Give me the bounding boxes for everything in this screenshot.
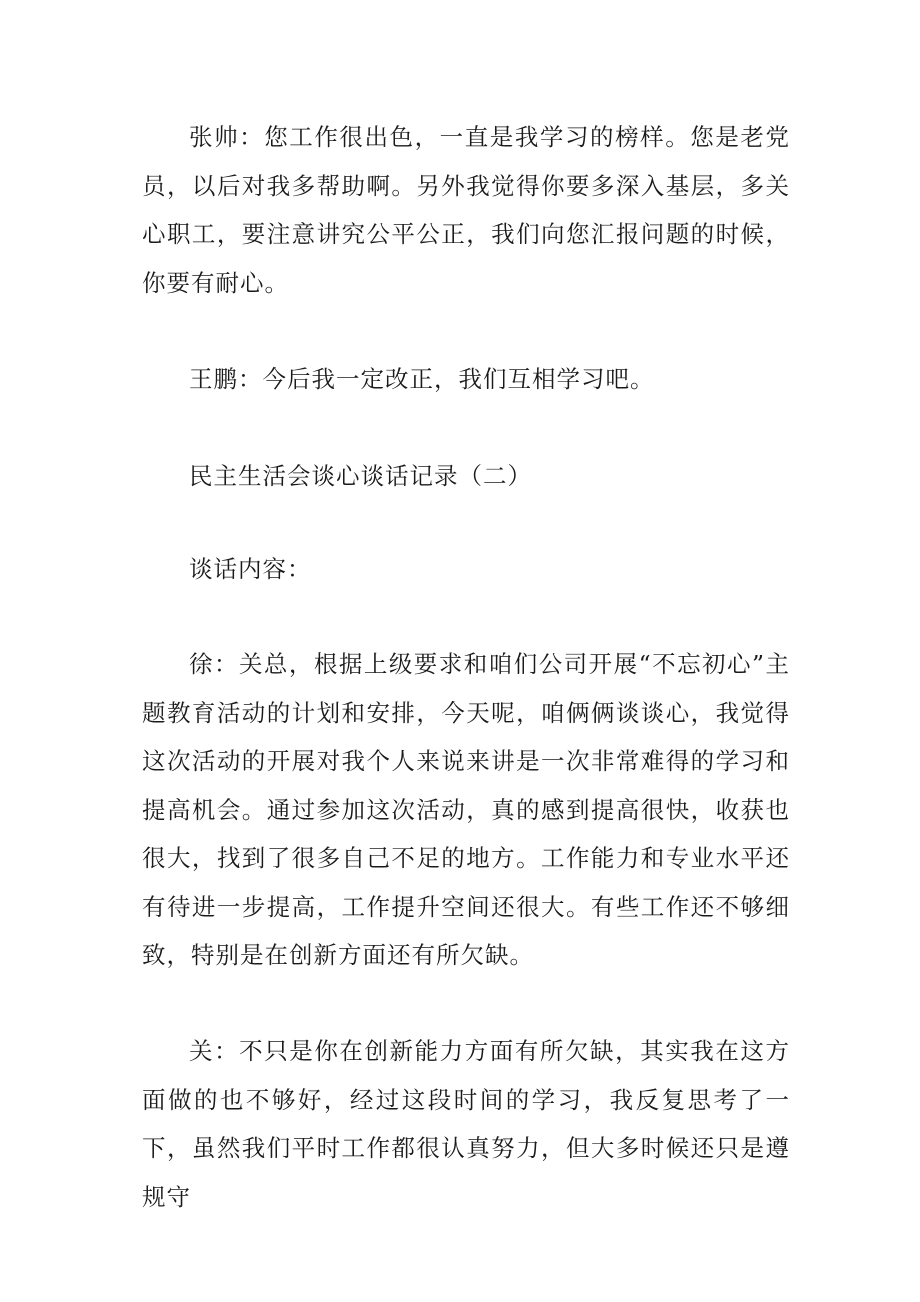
section-heading: 民主生活会谈心谈话记录（二） — [189, 462, 532, 490]
paragraph-wang-peng: 王鹏：今后我一定改正，我们互相学习吧。 — [189, 365, 655, 393]
paragraph-guan: 关：不只是你在创新能力方面有所欠缺，其实我在这方面做的也不够好，经过这段时间的学习，我反复思考了一下，虽然我们平时工作都很认真努力，但大多时候还只是遵规守 — [142, 1037, 790, 1211]
paragraph-zhang-shuai: 张帅：您工作很出色，一直是我学习的榜样。您是老党员，以后对我多帮助啊。另外我觉得你要多深入基层，多关心职工，要注意讲究公平公正，我们向您汇报问题的时候，你要有耐心。 — [142, 123, 790, 297]
paragraph-xu: 徐：关总，根据上级要求和咱们公司开展“不忘初心”主题教育活动的计划和安排，今天呢，咱俩俩谈谈心，我觉得这次活动的开展对我个人来说来讲是一次非常难得的学习和提高机会。通过参加这次活动，真的感到提高很快，收获也很大，找到了很多自己不足的地方。工作能力和专业水平还有待进一步提高，工作提升空间还很大。有些工作还不够细致，特别是在创新方面还有所欠缺。 — [142, 650, 790, 969]
talk-content-label: 谈话内容： — [189, 555, 312, 583]
